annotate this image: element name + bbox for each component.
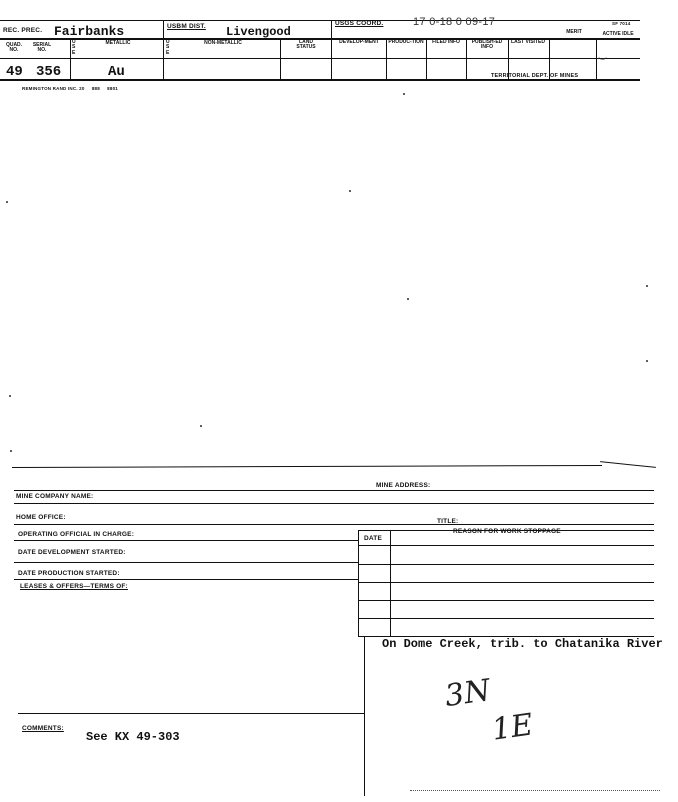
date-development-label: DATE DEVELOPMENT STARTED: xyxy=(18,549,126,556)
divider xyxy=(163,20,164,79)
leases-label: LEASES & OFFERS—TERMS OF: xyxy=(20,583,128,590)
scan-speck xyxy=(403,93,405,95)
active-idle-mark: ⌣ xyxy=(598,50,608,66)
col-metallic: METALLIC xyxy=(105,40,131,46)
metallic-value: Au xyxy=(108,64,125,80)
header-top-rule xyxy=(0,20,640,21)
rule xyxy=(14,562,358,563)
location-note: On Dome Creek, trib. to Chatanika River xyxy=(382,637,663,651)
divider xyxy=(596,38,597,79)
scan-speck xyxy=(646,360,648,362)
stoppage-left xyxy=(358,530,359,636)
scan-speck xyxy=(349,190,351,192)
comments-label: COMMENTS: xyxy=(22,725,64,732)
home-office-label: HOME OFFICE: xyxy=(16,514,66,521)
rule xyxy=(14,524,654,525)
col-production: PRODUC-TION xyxy=(388,39,424,45)
usbm-dist-label: USBM DIST. xyxy=(167,23,206,30)
rule xyxy=(14,579,358,580)
scan-speck xyxy=(407,298,409,300)
comment-text: See KX 49-303 xyxy=(86,730,180,744)
mine-address-label: MINE ADDRESS: xyxy=(376,482,431,489)
divider xyxy=(386,38,387,79)
usgs-coord-value: 17 0-18 0 09-17 xyxy=(413,16,496,28)
territorial-label: TERRITORIAL DEPT. OF MINES xyxy=(491,73,579,79)
curl-line xyxy=(12,465,602,468)
date-production-label: DATE PRODUCTION STARTED: xyxy=(18,570,120,577)
form-number: SF 7014 xyxy=(612,21,631,26)
stoppage-row xyxy=(358,545,654,546)
stoppage-row xyxy=(358,618,654,619)
col-use-codes: U S E xyxy=(72,39,76,56)
col-active-idle: ACTIVE IDLE xyxy=(602,31,634,37)
comments-top xyxy=(18,713,364,714)
col-serial-no: SERIAL NO. xyxy=(32,42,52,54)
rule xyxy=(14,540,358,541)
quad-value: 49 xyxy=(6,64,23,80)
col-last-visited: LAST VISITED xyxy=(511,39,545,45)
divider xyxy=(426,38,427,79)
title-label: TITLE: xyxy=(437,518,459,525)
usbm-dist-value: Livengood xyxy=(226,25,291,39)
stoppage-row xyxy=(358,564,654,565)
handwritten-range: 1E xyxy=(489,707,536,748)
mine-company-label: MINE COMPANY NAME: xyxy=(16,493,94,500)
scan-bottom-line xyxy=(410,790,660,791)
rec-prec-value: Fairbanks xyxy=(54,24,125,39)
scan-speck xyxy=(646,285,648,287)
col-filed-info: FILED INFO xyxy=(432,39,460,45)
scan-speck xyxy=(9,395,11,397)
scan-speck xyxy=(10,450,12,452)
scan-speck xyxy=(6,201,8,203)
divider xyxy=(70,38,71,79)
rule xyxy=(14,490,654,491)
rule xyxy=(14,503,654,504)
col-land-status: LAND STATUS xyxy=(296,39,316,51)
col-development: DEVELOP-MENT xyxy=(339,39,379,45)
stoppage-date-divider xyxy=(390,530,391,636)
col-merit: MERIT xyxy=(566,29,582,35)
scan-speck xyxy=(200,425,202,427)
divider xyxy=(466,38,467,79)
handwritten-township: 3N xyxy=(442,673,493,714)
col-non-metallic: NON-METALLIC xyxy=(204,40,242,46)
header-bottom-rule xyxy=(0,58,640,59)
curl-line-2 xyxy=(600,461,656,468)
rec-prec-label: REC. PREC. xyxy=(3,27,43,34)
stoppage-row xyxy=(358,582,654,583)
lower-divider xyxy=(364,636,365,796)
printer-line: REMINGTON RAND INC. 20 888 8801 xyxy=(22,86,118,91)
col-quad-no: QUAD. NO. xyxy=(5,42,23,54)
col-use-codes-2: U S E xyxy=(166,39,170,56)
divider xyxy=(331,20,332,79)
serial-value: 356 xyxy=(36,64,62,80)
stoppage-reason-header: REASON FOR WORK STOPPAGE xyxy=(453,528,561,535)
col-published-info: PUBLISH-ED INFO xyxy=(471,39,503,51)
stoppage-date-header: DATE xyxy=(364,535,383,542)
stoppage-row xyxy=(358,600,654,601)
operating-official-label: OPERATING OFFICIAL IN CHARGE: xyxy=(18,531,135,538)
usgs-coord-label: USGS COORD. xyxy=(335,20,384,27)
divider xyxy=(280,38,281,79)
